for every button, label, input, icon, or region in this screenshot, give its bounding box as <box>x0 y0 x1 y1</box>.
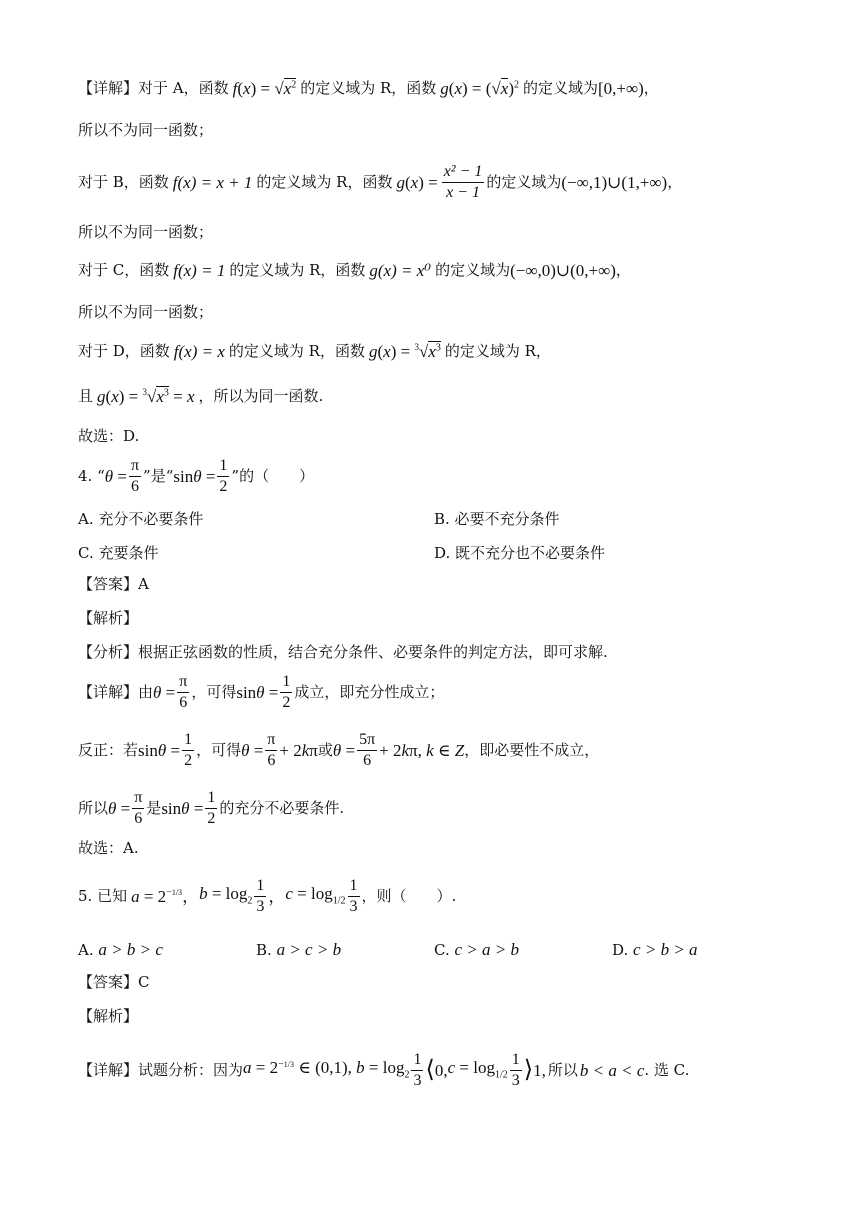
q4-text: 的充分不必要条件. <box>219 798 345 817</box>
choice-text: 故选：A. <box>78 838 139 857</box>
math-g-d: $g(x) = ^3√x^3$ <box>368 341 441 361</box>
method-label: 【分析】 <box>78 642 139 661</box>
q3-line-b <box>78 158 682 206</box>
q4-detail-1 <box>78 668 444 716</box>
math-frac-half: $\frac{1}{2}$ <box>282 672 291 711</box>
math-f-c: f(x) = 1 <box>173 260 226 280</box>
q4-text: 所以 <box>78 798 109 817</box>
punct: ， <box>268 886 286 906</box>
q3-text: 对于 B，函数 <box>78 172 169 191</box>
q4-text: ，可得 <box>191 682 237 701</box>
opt-math: c > a > b <box>454 940 519 959</box>
math-sin: sinθ = <box>161 798 204 818</box>
q4-text: ”的（ ） <box>231 466 315 485</box>
math-frac-half: $\frac{1}{2}$ <box>184 730 193 769</box>
q4-option-b: B. 必要不充分条件 <box>434 510 560 528</box>
math-theta: θ = <box>241 740 264 760</box>
math-frac-pi6: $\frac{\pi}{6}$ <box>267 730 276 769</box>
punct: ， <box>615 260 631 279</box>
q3-line-d2 <box>78 376 323 416</box>
opt-label: C. <box>434 941 450 959</box>
q4-option-c: C. 充要条件 <box>78 544 159 562</box>
conclusion-math: b < a < c <box>579 1060 645 1080</box>
math-frac-5pi6: $\frac{5\pi}{6}$ <box>359 730 376 769</box>
math-zero: 0, <box>434 1060 448 1080</box>
analysis-label: 【解析】 <box>78 608 139 627</box>
punct: ， <box>667 172 683 191</box>
q3-choice <box>78 416 139 456</box>
q4-option-d: D. 既不充分也不必要条件 <box>434 544 606 562</box>
q3-text: 的定义域为 R，函数 <box>256 172 393 191</box>
answer-label: 【答案】 <box>78 574 139 593</box>
q3-text: 的定义域为 <box>522 78 598 97</box>
q3-text: 的定义域为 R， <box>444 341 551 360</box>
math-frac-third: $\frac{1}{3}$ <box>511 1050 520 1089</box>
q4-text: 4. “ <box>78 466 105 485</box>
q4-detail-2 <box>78 726 599 774</box>
math-sin: sinθ = <box>236 682 279 702</box>
opt-math: c > b > a <box>633 940 698 959</box>
q3-line-c2 <box>78 292 213 332</box>
q4-text: ，即必要性不成立， <box>464 740 600 759</box>
math-theta: θ = <box>108 798 131 818</box>
opt-math: a > c > b <box>276 940 342 959</box>
q3-text: 对于 C，函数 <box>78 260 170 279</box>
q5-text: 所以 <box>547 1060 578 1079</box>
q3-text: 所以不为同一函数； <box>78 120 214 139</box>
math-g-d2: $g(x) = ^3√x^3 = x$ <box>97 386 195 406</box>
interval: [0,+∞) <box>598 78 644 98</box>
math-theta: θ = <box>153 682 176 702</box>
q5-option-c <box>434 940 519 960</box>
math-f-a: $f(x) = √x^2$ <box>232 78 297 98</box>
math-theta: θ = <box>332 740 356 760</box>
detail-label: 【详解】 <box>78 682 139 701</box>
q3-line-c <box>78 250 631 290</box>
q4-text: 成立，即充分性成立； <box>294 682 445 701</box>
q5-option-d <box>612 940 698 960</box>
math-period: + 2kπ, k ∈ Z <box>379 740 465 760</box>
q3-text: 所以不为同一函数； <box>78 222 214 241</box>
math-c: $c = \log_{1/2}$ <box>447 1058 508 1081</box>
math-a: $a = 2^{-1/3}$ ∈ (0,1), $b = \log_2$ <box>243 1058 410 1081</box>
angle-close: ⟩ <box>523 1057 534 1083</box>
detail-label: 【详解】 <box>78 1060 139 1079</box>
math-theta: θ = <box>104 466 127 486</box>
math-period: + 2kπ <box>279 740 318 760</box>
q5-text: . 选 C. <box>644 1060 690 1079</box>
math-sin: sinθ = <box>173 466 216 486</box>
math-frac-pi6: $\frac{\pi}{6}$ <box>134 788 143 827</box>
opt-label: A. <box>78 941 94 959</box>
q3-text: 所以不为同一函数； <box>78 302 214 321</box>
angle-open: ⟨ <box>425 1057 435 1083</box>
q4-text: 由 <box>138 682 154 701</box>
interval: (−∞,1)∪(1,+∞) <box>561 172 668 192</box>
q4-text: 是 <box>146 798 162 817</box>
q3-text: 的定义域为 R，函数 <box>229 260 366 279</box>
choice-text: 故选：D. <box>78 426 140 445</box>
q5-detail <box>78 1044 689 1096</box>
punct: ， <box>643 78 659 97</box>
q4-text: 反正：若 <box>78 740 139 759</box>
math-g-c: g(x) = x⁰ <box>369 260 432 280</box>
q4-text: 或 <box>317 740 333 759</box>
math-frac-half: $\frac{1}{2}$ <box>219 456 228 495</box>
q5-text: ，则（ ）. <box>361 886 457 905</box>
q3-text: 的定义域为 R，函数 <box>228 341 365 360</box>
q3-text: 的定义域为 R，函数 <box>300 78 437 97</box>
math-frac-third: $\frac{1}{3}$ <box>349 876 358 915</box>
math-c: $c = \log_{1/2}$ <box>285 884 346 907</box>
q4-choice <box>78 828 139 868</box>
answer-value: C <box>138 972 150 991</box>
q3-line-a2 <box>78 110 213 150</box>
q5-analysis <box>78 996 138 1036</box>
q3-line-d <box>78 331 551 371</box>
math-frac-pi6: $\frac{\pi}{6}$ <box>179 672 188 711</box>
q4-detail-3 <box>78 784 344 832</box>
opt-label: B. <box>256 941 272 959</box>
interval: (−∞,0)∪(0,+∞) <box>510 260 616 280</box>
q5-option-a <box>78 940 163 960</box>
q5-text: 试题分析：因为 <box>138 1060 244 1079</box>
q3-text: 对于 A，函数 <box>138 78 229 97</box>
q5-text: 5. 已知 <box>78 886 128 905</box>
math-one: 1, <box>533 1060 546 1080</box>
q5-stem <box>78 872 456 920</box>
opt-label: D. <box>612 941 629 959</box>
math-frac-third: $\frac{1}{3}$ <box>413 1050 422 1089</box>
q3-line-b2 <box>78 212 213 252</box>
math-frac-pi6: $\frac{\pi}{6}$ <box>130 456 140 495</box>
math-g-a: $g(x) = (√x)^2$ <box>440 78 519 98</box>
method-text: 根据正弦函数的性质，结合充分条件、必要条件的判定方法，即可求解. <box>138 642 608 661</box>
math-frac-half: $\frac{1}{2}$ <box>207 788 216 827</box>
math-b: $b = \log_2$ <box>199 884 253 907</box>
math-a: $a = 2^{-1/3}$， <box>131 886 200 906</box>
detail-label: 【详解】 <box>78 78 139 97</box>
math-frac-third: $\frac{1}{3}$ <box>256 876 265 915</box>
q3-text: 的定义域为 <box>435 260 511 279</box>
math-frac-b: $\frac{\text{x² − 1}}{x - 1}$ <box>443 162 483 201</box>
math-g-label: g(x) = <box>396 172 438 192</box>
q5-option-b <box>256 940 341 960</box>
math-f-d: f(x) = x <box>173 341 225 361</box>
answer-value: A <box>138 574 149 593</box>
analysis-label: 【解析】 <box>78 1006 139 1025</box>
opt-math: a > b > c <box>98 940 163 959</box>
q3-text: 且 <box>78 386 94 405</box>
q4-text: ，可得 <box>196 740 242 759</box>
math-f-b: f(x) = x + 1 <box>172 172 253 192</box>
q4-text: ”是“ <box>143 466 174 485</box>
answer-label: 【答案】 <box>78 972 139 991</box>
q4-stem <box>78 452 314 500</box>
q3-text: 对于 D，函数 <box>78 341 170 360</box>
q3-line-a <box>78 68 659 108</box>
q4-option-a: A. 充分不必要条件 <box>78 510 204 528</box>
q3-text: 的定义域为 <box>486 172 562 191</box>
q4-method <box>78 632 608 672</box>
q3-text: ，所以为同一函数. <box>198 386 324 405</box>
math-sin: sinθ = <box>138 740 181 760</box>
